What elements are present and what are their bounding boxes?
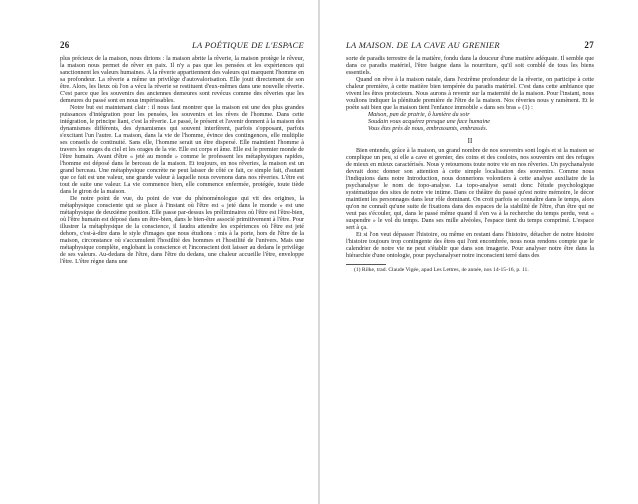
footnote-rule	[346, 264, 386, 265]
paragraph: De notre point de vue, du point de vue du phénoménologue qui vit des origines, la métaphysique consciente qui se place à l'instant où l'être est « jeté dans le monde » est une métaphysique de deuxième position. Elle passe par-dessus les préliminaires où l'être est l'être-bien, où l'être humain est déposé dans un être-bien, dans le bien-être associé primitivement à l'être. Pour illustrer la métaphysique de la conscience, il faudra attendre les expériences où l'être est jeté dehors, c'est-à-dire dans le style d'images que nous étudions : mis à la porte, hors de l'être de la maison, circonstance où s'accumulent l'hostilité des hommes et l'hostilité de l'univers. Mais une métaphysique complète, englobant la conscience et l'inconscient doit laisser au dedans le privilège de ses valeurs. Au-dedans de l'être, dans l'être du dedans, une chaleur accueille l'être, enveloppe l'être. L'être règne dans une	[60, 196, 304, 266]
paragraph: Quand on rêve à la maison natale, dans l'extrême profondeur de la rêverie, on participe à cette chaleur première, à cette matière bien tempérée du paradis matériel. C'est dans cette ambiance que vivent les êtres protecteurs. Nous aurons à revenir sur la maternité de la maison. Pour l'instant, nous voulions indiquer la plénitude première de l'être de la maison. Nos rêveries nous y ramènent. Et le poète sait bien que la maison tient l'enfance immobile « dans ses bras » (1) :	[346, 77, 594, 112]
paragraph: plus précieux de la maison, nous dirions : la maison abrite la rêverie, la maison protège le rêveur, la maison nous permet de rêver en paix. Il n'y a pas que les pensées et les expériences qui sanctionnent les valeurs humaines. À la rêverie appartiennent des valeurs qui marquent l'homme en sa profondeur. La rêverie a même un privilège d'autovalorisation. Elle jouit directement de son être. Alors, les lieux où l'on a vécu la rêverie se restituent d'eux-mêmes dans une nouvelle rêverie. C'est parce que les souvenirs des anciennes demeures sont revécus comme des rêveries que les demeures du passé sont en nous impérissables.	[60, 56, 304, 105]
running-head: LA MAISON. DE LA CAVE AU GRENIER	[346, 40, 500, 50]
left-page	[0, 0, 318, 504]
page-number: 26	[60, 40, 70, 50]
right-page	[320, 0, 638, 504]
paragraph: Notre but est maintenant clair : il nous faut montrer que la maison est une des plus grandes puissances d'intégration pour les pensées, les souvenirs et les rêves de l'homme. Dans cette intégration, le principe liant, c'est la rêverie. Le passé, le présent et l'avenir donnent à la maison des dynamismes différents, des dynamismes qui souvent interfèrent, parfois s'opposant, parfois s'excitant l'un l'autre. La maison, dans la vie de l'homme, évince des contingences, elle multiplie ses conseils de continuité. Sans elle, l'homme serait un être dispersé. Elle maintient l'homme à travers les orages du ciel et les orages de la vie. Elle est corps et âme. Elle est le premier monde de l'être humain. Avant d'être « jeté au monde » comme le professent les métaphysiques rapides, l'homme est déposé dans le berceau de la maison. Et toujours, en nos rêveries, la maison est un grand berceau. Une métaphysique concrète ne peut laisser de côté ce fait, ce simple fait, d'autant que ce fait est une valeur, une grande valeur à laquelle nous revenons dans nos rêveries. L'être est tout de suite une valeur. La vie commence bien, elle commence enfermée, protégée, toute tiède dans le giron de la maison.	[60, 105, 304, 196]
verse-line: Vous êtes près de nous, embrassants, embrassés.	[368, 126, 488, 133]
left-page-header	[60, 40, 304, 50]
verse-line: Soudain vous acquérez presque une face humaine	[368, 119, 490, 126]
right-page-header	[346, 40, 594, 50]
paragraph: sorte de paradis terrestre de la matière, fondu dans la douceur d'une matière adéquate. Il semble que dans ce paradis matériel, l'être baigne dans la nourriture, qu'il soit comblé de tous les biens essentiels.	[346, 56, 594, 77]
verse-line: Maison, pan de prairie, ô lumière du soir	[368, 112, 470, 119]
section-heading: II	[467, 137, 473, 146]
page-number: 27	[584, 40, 594, 50]
paragraph: Bien entendu, grâce à la maison, un grand nombre de nos souvenirs sont logés et si la maison se complique un peu, si elle a cave et grenier, des coins et des couloirs, nos souvenirs ont des refuges de mieux en mieux caractérisés. Nous y retournons toute notre vie en nos rêveries. Un psychanalyste devrait donc donner son attention à cette simple localisation des souvenirs. Comme nous l'indiquions dans notre Introduction, nous donnerions volontiers à cette analyse auxiliaire de la psychanalyse le nom de topo-analyse. La topo-analyse serait donc l'étude psychologique systématique des sites de notre vie intime. Dans ce théâtre du passé qu'est notre mémoire, le décor maintient les personnages dans leur rôle dominant. On croit parfois se connaître dans le temps, alors qu'on ne connaît qu'une suite de fixations dans des espaces de la stabilité de l'être, d'un être qui ne veut pas s'écouler, qui, dans le passé même quand il s'en va à la recherche du temps perdu, veut « suspendre » le vol du temps. Dans ses mille alvéoles, l'espace tient du temps comprimé. L'espace sert à ça.	[346, 148, 594, 232]
paragraph: Et si l'on veut dépasser l'histoire, ou même en restant dans l'histoire, détacher de notre histoire l'histoire toujours trop contingente des êtres qui l'ont encombrée, nous nous rendons compte que le calendrier de notre vie ne peut s'établir que dans son imagerie. Pour analyser notre être dans la hiérarchie d'une ontologie, pour psychanalyser notre inconscient terré dans des	[346, 232, 594, 260]
running-head: LA POÉTIQUE DE L'ESPACE	[191, 40, 304, 50]
footnote: (1) Rilke, trad. Claude Vigée, apud Les Lettres, 4e année, nos 14-15-16, p. 11.	[354, 267, 529, 274]
